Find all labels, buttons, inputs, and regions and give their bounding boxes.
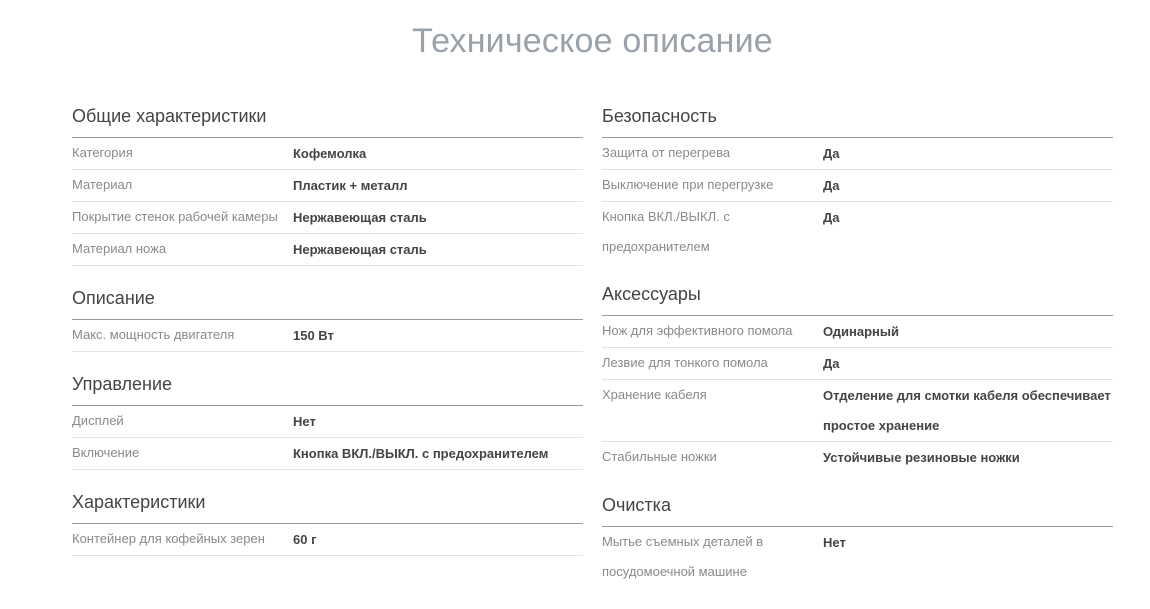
section-title: Управление xyxy=(72,372,583,406)
spec-label: Включение xyxy=(72,445,140,460)
spec-label: Выключение при перегрузке xyxy=(602,177,774,192)
section-description xyxy=(72,286,583,352)
spec-row xyxy=(72,202,583,234)
spec-value: Да xyxy=(823,146,840,161)
section-accessories xyxy=(602,282,1113,473)
spec-value: Кофемолка xyxy=(293,146,367,161)
section-control xyxy=(72,372,583,470)
spec-value: 150 Вт xyxy=(293,328,334,343)
spec-row xyxy=(602,170,1113,202)
spec-label: Покрытие стенок рабочей камеры xyxy=(72,209,278,224)
spec-value: Да xyxy=(823,210,840,225)
spec-label: Макс. мощность двигателя xyxy=(72,327,235,342)
spec-row xyxy=(72,438,583,470)
spec-label: Нож для эффективного помола xyxy=(602,323,793,338)
spec-label: Мытье съемных деталей в посудомоечной машине xyxy=(602,534,764,579)
spec-value: Устойчивые резиновые ножки xyxy=(823,450,1020,465)
spec-label: Материал xyxy=(72,177,133,192)
spec-value: Да xyxy=(823,178,840,193)
spec-row xyxy=(72,138,583,170)
section-title: Безопасность xyxy=(602,104,1113,138)
spec-value: Нержавеющая сталь xyxy=(293,242,427,257)
spec-row xyxy=(602,138,1113,170)
section-cleaning xyxy=(602,493,1113,587)
spec-row xyxy=(72,170,583,202)
spec-value: Нет xyxy=(823,535,846,550)
spec-label: Защита от перегрева xyxy=(602,145,731,160)
spec-value: Нет xyxy=(293,414,316,429)
spec-value: Кнопка ВКЛ./ВЫКЛ. с предохранителем xyxy=(293,446,549,461)
spec-row xyxy=(72,320,583,352)
spec-label: Лезвие для тонкого помола xyxy=(602,355,768,370)
spec-label: Хранение кабеля xyxy=(602,387,707,402)
spec-label: Дисплей xyxy=(72,413,124,428)
spec-row xyxy=(602,348,1113,380)
spec-label: Категория xyxy=(72,145,133,160)
spec-label: Стабильные ножки xyxy=(602,449,717,464)
right-column xyxy=(602,104,1113,607)
spec-row xyxy=(72,234,583,266)
spec-value: Отделение для смотки кабеля обеспечивает простое хранение xyxy=(823,388,1111,433)
section-general xyxy=(72,104,583,266)
spec-row xyxy=(602,442,1113,473)
page-title: Техническое описание xyxy=(412,22,773,60)
spec-row xyxy=(602,316,1113,348)
section-title: Аксессуары xyxy=(602,282,1113,316)
spec-value: Одинарный xyxy=(823,324,900,339)
spec-label: Контейнер для кофейных зерен xyxy=(72,531,265,546)
section-title: Очистка xyxy=(602,493,1113,527)
spec-value: Нержавеющая сталь xyxy=(293,210,427,225)
section-title: Описание xyxy=(72,286,583,320)
left-column xyxy=(72,104,583,576)
section-characteristics xyxy=(72,490,583,556)
spec-row xyxy=(602,527,1113,587)
spec-row xyxy=(72,406,583,438)
section-title: Характеристики xyxy=(72,490,583,524)
spec-row xyxy=(602,202,1113,262)
spec-row xyxy=(602,380,1113,442)
spec-row xyxy=(72,524,583,556)
section-title: Общие характеристики xyxy=(72,104,583,138)
spec-label: Материал ножа xyxy=(72,241,167,256)
spec-value: 60 г xyxy=(293,532,317,547)
section-safety xyxy=(602,104,1113,262)
spec-value: Да xyxy=(823,356,840,371)
spec-value: Пластик + металл xyxy=(293,178,408,193)
spec-label: Кнопка ВКЛ./ВЫКЛ. с предохранителем xyxy=(602,209,730,254)
